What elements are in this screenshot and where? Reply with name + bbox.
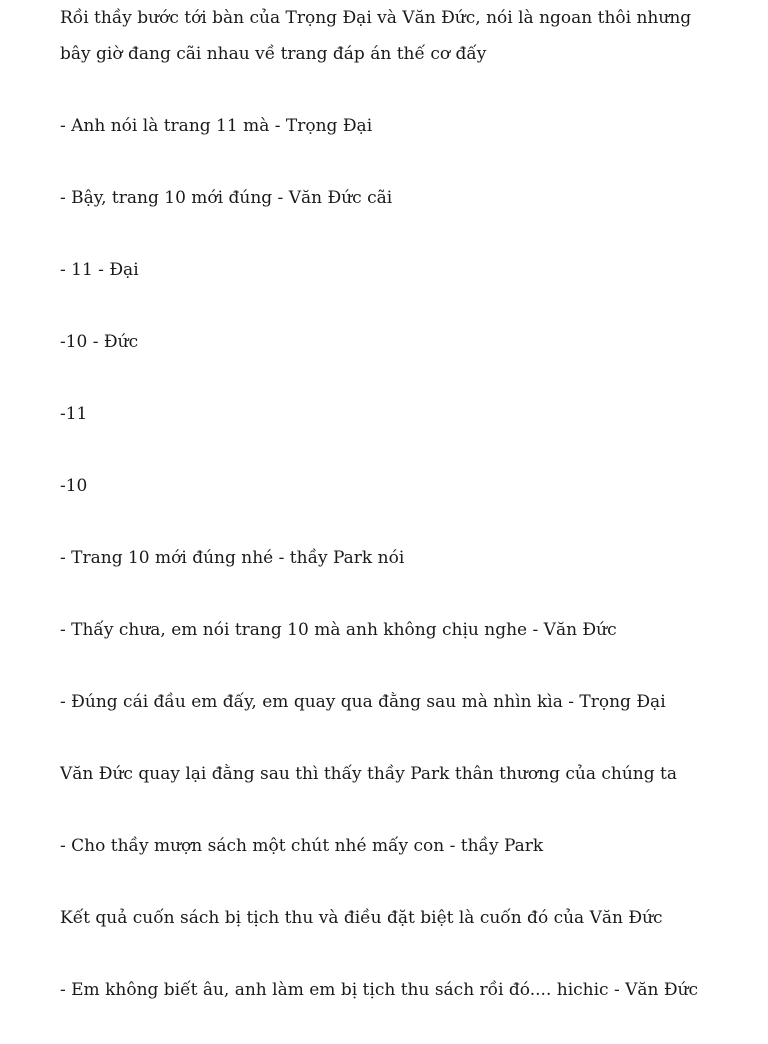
paragraph-4: - 11 - Đại <box>60 260 139 280</box>
paragraph-14: - Em không biết âu, anh làm em bị tịch thu sách rồi đó.... hichic - Văn Đức <box>60 980 699 1000</box>
paragraph-3: - Bậy, trang 10 mới đúng - Văn Đức cãi <box>60 188 393 208</box>
paragraph-9: - Thấy chưa, em nói trang 10 mà anh không chịu nghe - Văn Đức <box>60 620 617 640</box>
paragraph-11: Văn Đức quay lại đằng sau thì thấy thầy Park thân thương của chúng ta <box>60 764 677 784</box>
paragraph-2: - Anh nói là trang 11 mà - Trọng Đại <box>60 116 373 136</box>
paragraph-8: - Trang 10 mới đúng nhé - thầy Park nói <box>60 548 405 568</box>
paragraph-12: - Cho thầy mượn sách một chút nhé mấy con - thầy Park <box>60 836 544 856</box>
paragraph-5: -10 - Đức <box>60 332 139 352</box>
paragraph-10: - Đúng cái đầu em đấy, em quay qua đằng sau mà nhìn kìa - Trọng Đại <box>60 692 666 712</box>
story-text <box>60 0 700 1044</box>
paragraph-13: Kết quả cuốn sách bị tịch thu và điều đặt biệt là cuốn đó của Văn Đức <box>60 908 663 928</box>
paragraph-7: -10 <box>60 476 88 496</box>
paragraph-6: -11 <box>60 404 88 424</box>
paragraph-1: Rồi thầy bước tới bàn của Trọng Đại và Văn Đức, nói là ngoan thôi nhưng bây giờ đang cãi nhau về trang đáp án thế cơ đấy <box>60 8 692 64</box>
